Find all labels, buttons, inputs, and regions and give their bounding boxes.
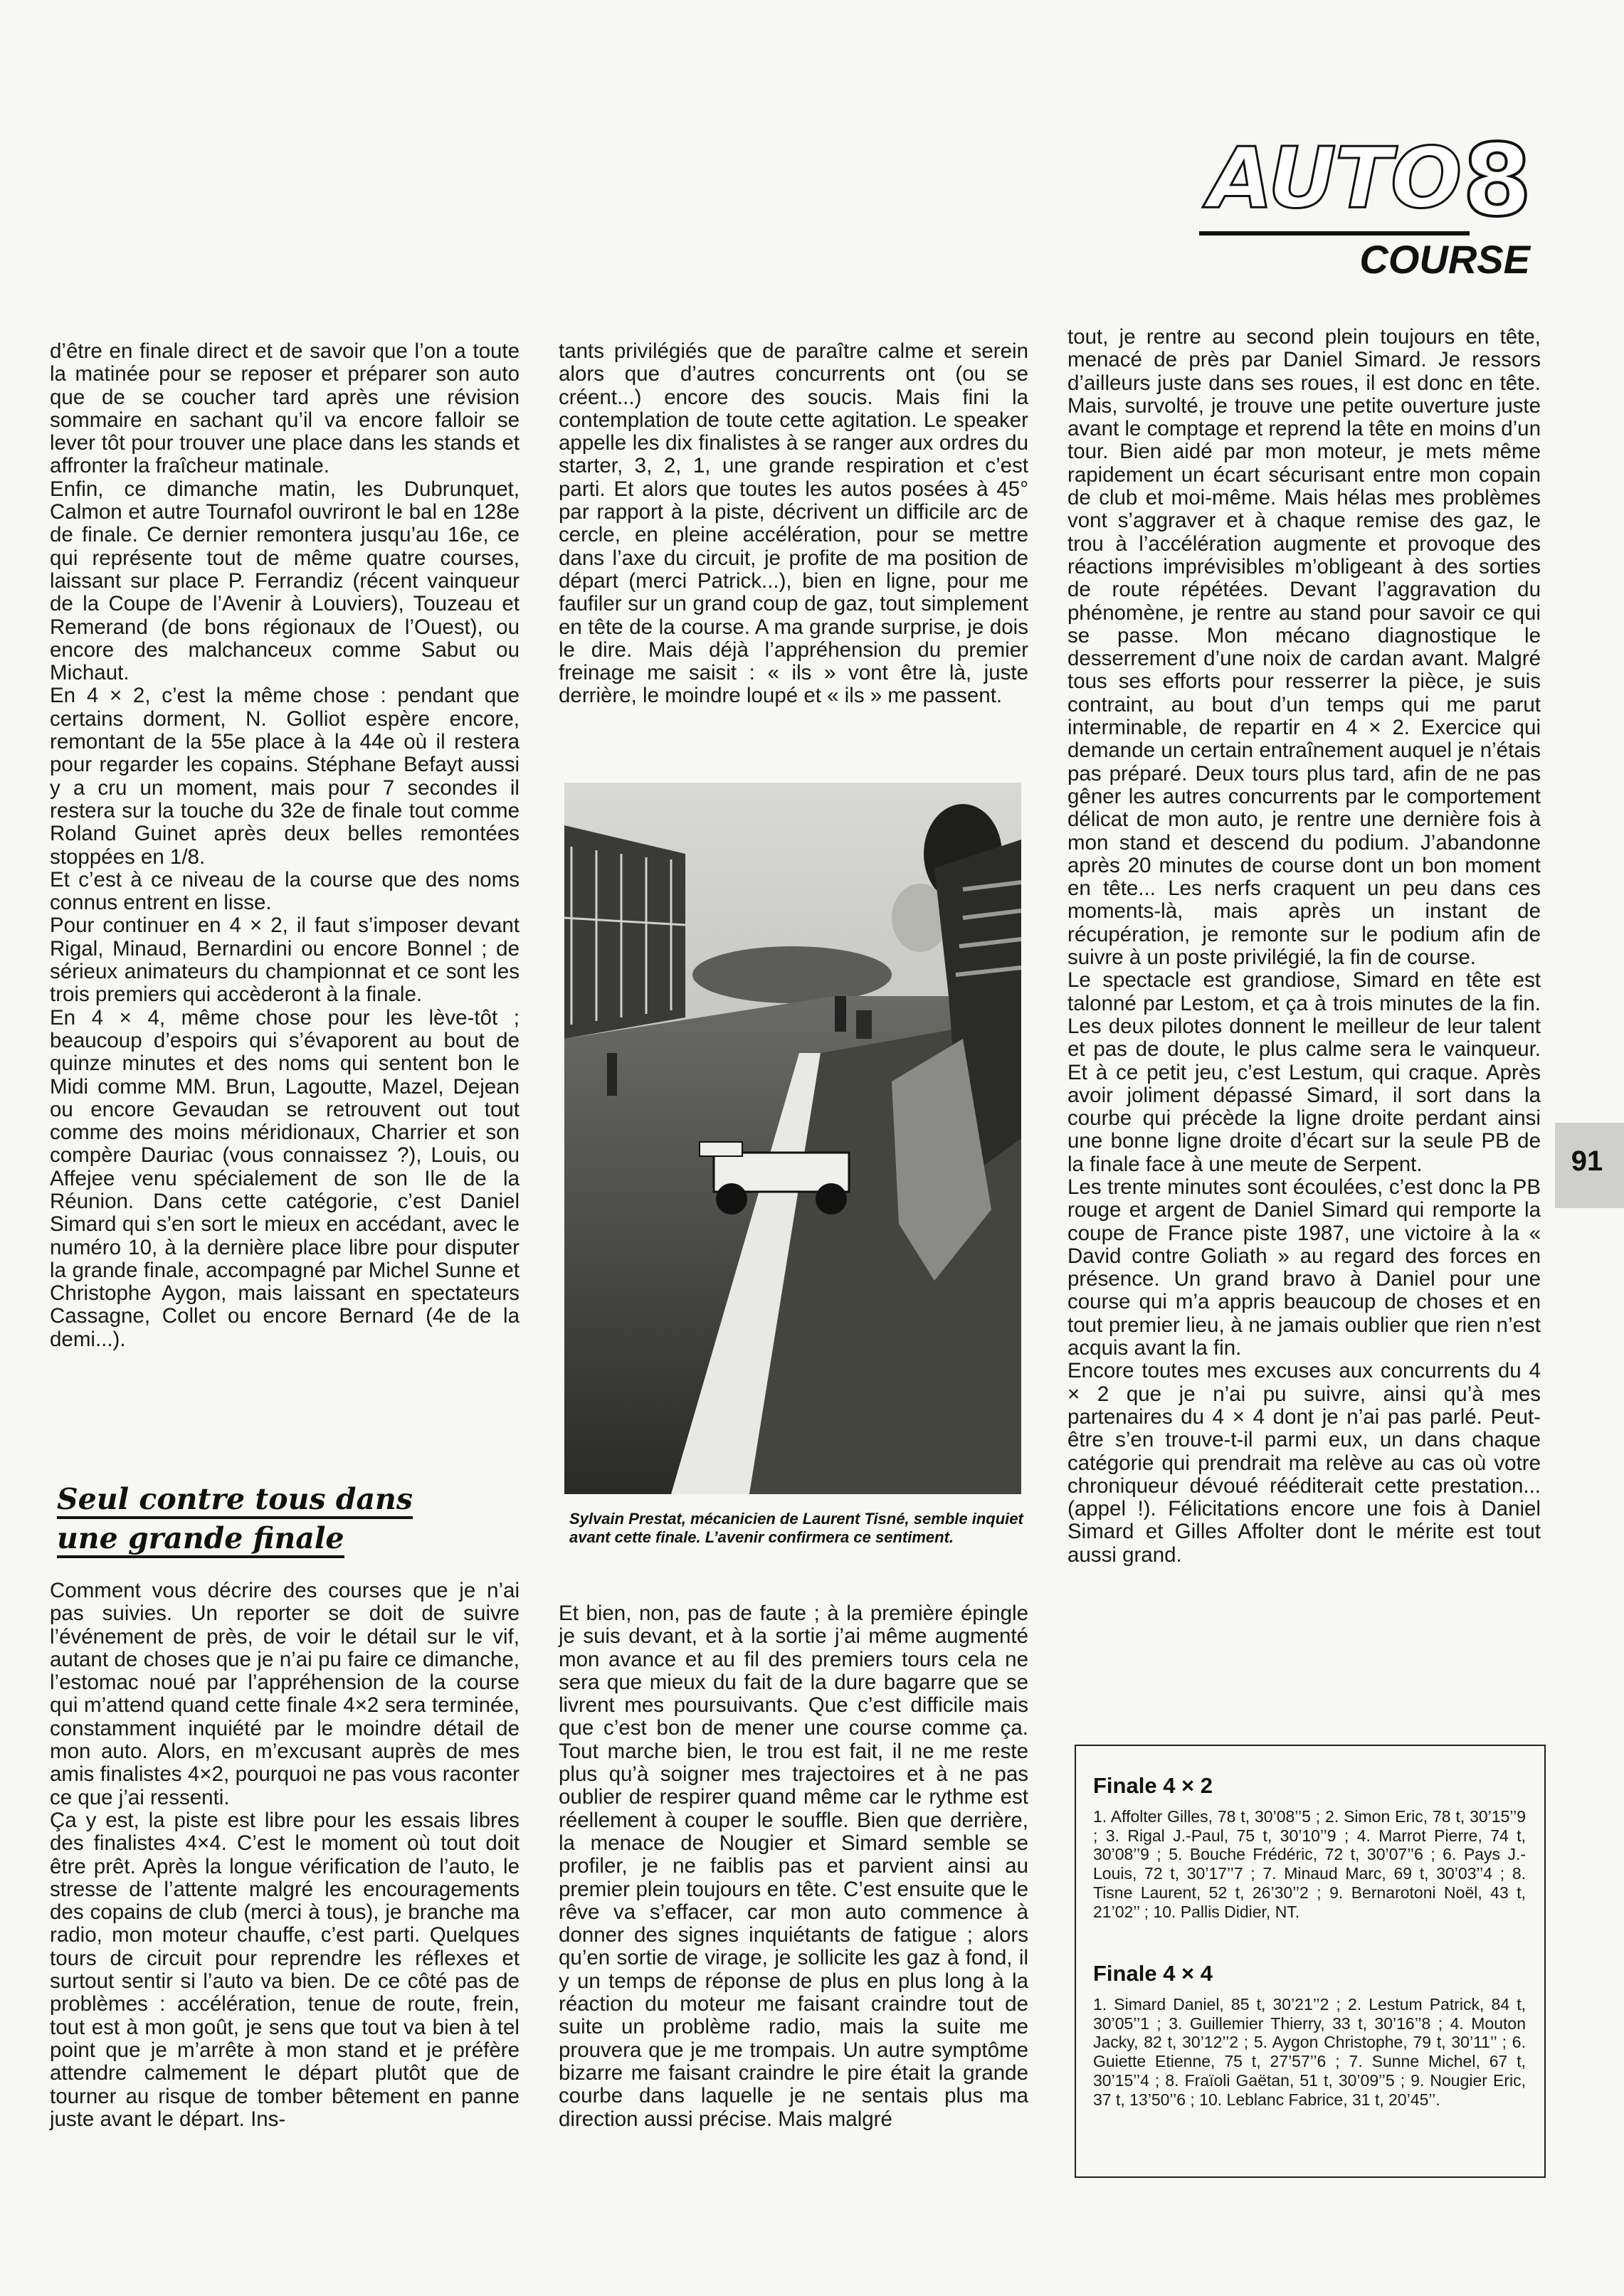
heading-line-1: Seul contre tous dans <box>57 1482 413 1519</box>
paragraph: Enfin, ce dimanche matin, les Dubrunquet, Calmon et autre Tournafol ouvriront le bal en 128e de finale. Ce dernier remontera jusqu’au 16e, ce qui représente tout de même quatre courses, laissant sur place P. Ferrandiz (récent vainqueur de la Coupe de l’Avenir à Louviers), Touzeau et Remerand (de bons régionaux de l’Ouest), ou encore des malchanceux comme Sabut ou Michaut. <box>50 477 520 685</box>
paragraph: En 4 × 4, même chose pour les lève-tôt ; beaucoup d’espoirs qui s’évaporent au bout de quinze minutes et des noms qui sentent bon le Midi comme MM. Brun, Lagoutte, Mazel, Dejean ou encore Gevaudan se retrouvent out tout comme des moins méridionaux, Charrier et son compère Dauriac (vous connaissez ?), Louis, ou Affejee venu spécialement de son Ile de la Réunion. Dans cette catégorie, c’est Daniel Simard qui s’en sort le mieux en accédant, avec le numéro 10, à la dernière place libre pour disputer la grande finale, accompagné par Michel Sunne et Christophe Aygon, mais laissant en spectateurs Cassagne, Collet ou encore Bernard (4e de la demi...). <box>50 1005 520 1351</box>
logo-word: AUTO <box>1199 125 1470 236</box>
finale-4x4-title: Finale 4 × 4 <box>1093 1961 1213 1986</box>
section-rubric: COURSE <box>1359 237 1530 282</box>
finale-4x4-results: 1. Simard Daniel, 85 t, 30’21’’2 ; 2. Lestum Patrick, 84 t, 30’05’’1 ; 3. Guillemier Thierry, 33 t, 30’16’’8 ; 4. Mouton Jacky, 82 t, 30’12’’2 ; 5. Aygon Christophe, 79 t, 30’11’’ ; 6. Guiette Etienne, 75 t, 27’57’’6 ; 7. Sunne Michel, 67 t, 30’15’’4 ; 8. Fraïoli Gaëtan, 51 t, 30’09’’5 ; 9. Nougier Eric, 37 t, 13’50’’6 ; 10. Leblanc Fabrice, 31 t, 20’45’’. <box>1093 1995 1526 2109</box>
photo-illustration <box>564 783 1021 1494</box>
column-3 <box>1067 326 1541 1567</box>
column-2-top <box>559 340 1028 708</box>
logo-number: 8 <box>1462 123 1532 239</box>
paragraph: d’être en finale direct et de savoir que l’on a toute la matinée pour se reposer et préparer son auto que de se coucher tard après une révision sommaire en sachant qu’il va encore falloir se lever tôt pour trouver une place dans les stands et affronter la fraîcheur matinale. <box>50 339 520 478</box>
paragraph: Comment vous décrire des courses que je n’ai pas suivies. Un reporter se doit de suivre l’événement de près, de voir le détail sur le vif, autant de choses que je n’ai pu faire ce dimanche, l’estomac noué par l’appréhension de la course qui m’attend quand cette finale 4×2 sera terminée, constamment inquiété par le moindre détail de mon auto. Alors, en m’excusant auprès de mes amis finalistes 4×2, pourquoi ne pas vous raconter ce que j’ai ressenti. <box>50 1579 520 1809</box>
paragraph: Et c’est à ce niveau de la course que des noms connus entrent en lisse. <box>50 867 520 915</box>
paragraph: Le spectacle est grandiose, Simard en tête est talonné par Lestom, et ça à trois minutes de la fin. Les deux pilotes donnent le meilleur de leur talent et pas de doute, le plus calme sera le vainqueur. Et à ce petit jeu, c’est Lestum, qui craque. Après avoir joliment dépassé Simard, il sort dans la courbe qui précède la ligne droite perdant ainsi une bonne ligne droite d’écart sur la seule PB de la finale face à une meute de Serpent. <box>1067 968 1541 1176</box>
column-2-bottom <box>559 1602 1028 2131</box>
paragraph: Ça y est, la piste est libre pour les essais libres des finalistes 4×4. C’est le moment où tout doit être prêt. Après la longue vérification de l’auto, le stresse de l’attente malgré les encouragements des copains de club (merci à tous), je branche ma radio, mon moteur chauffe, c’est parti. Quelques tours de circuit pour reprendre les réflexes et surtout sentir si l’auto va bien. De ce côté pas de problèmes : accélération, tenue de route, frein, tout est à mon goût, je sens que tout va bien à tel point que je m’arrête à mon stand et je préfère attendre calmement le départ plutôt que de tourner au risque de tomber bêtement en panne juste avant le départ. Ins- <box>50 1808 520 2131</box>
section-heading <box>57 1480 484 1558</box>
race-photo <box>564 783 1021 1494</box>
photo-caption: Sylvain Prestat, mécanicien de Laurent Tisné, semble inquiet avant cette finale. L’avenir confirmera ce sentiment. <box>569 1510 1023 1546</box>
results-box <box>1075 1745 1546 2178</box>
column-1-bottom <box>50 1580 520 2131</box>
paragraph: tants privilégiés que de paraître calme et serein alors que d’autres concurrents ont (ou se créent...) encore des soucis. Mais fini la contemplation de toute cette agitation. Le speaker appelle les dix finalistes à se ranger aux ordres du starter, 3, 2, 1, une grande respiration et c’est parti. Et alors que toutes les autos posées à 45° par rapport à la piste, décrivent un difficile arc de cercle, en pleine accélération, pour se mettre dans l’axe du circuit, je profite de ma position de départ (merci Patrick...), bien en ligne, pour me faufiler sur un grand coup de gaz, tout simplement en tête de la course. A ma grande surprise, je dois le dire. Mais déjà l’appréhension du premier freinage me saisit : « ils » vont être là, juste derrière, le moindre loupé et « ils » me passent. <box>559 339 1028 708</box>
heading-line-2: une grande finale <box>57 1521 344 1558</box>
finale-4x2-results: 1. Affolter Gilles, 78 t, 30’08’’5 ; 2. Simon Eric, 78 t, 30’15’’9 ; 3. Rigal J.-Paul, 75 t, 30’10’’9 ; 4. Marrot Pierre, 74 t, 30’08’’9 ; 5. Bouche Frédéric, 72 t, 30’07’’6 ; 6. Pays J.-Louis, 72 t, 30’17’’7 ; 7. Minaud Marc, 69 t, 30’03’’4 ; 8. Tisne Laurent, 52 t, 26’30’’2 ; 9. Bernarotoni Noël, 43 t, 21’02’’ ; 10. Pallis Didier, NT. <box>1093 1807 1526 1921</box>
paragraph: Les trente minutes sont écoulées, c’est donc la PB rouge et argent de Daniel Simard qui remporte la coupe de France piste 1987, une victoire à la « David contre Goliath » au regard des forces en présence. Un grand bravo à Daniel pour une course qui m’a appris beaucoup de choses et en tout premier lieu, à ne jamais oublier que rien n’est acquis avant la fin. <box>1067 1175 1541 1360</box>
column-1-top <box>50 340 520 1351</box>
paragraph: Encore toutes mes excuses aux concurrents du 4 × 2 que je n’ai pu suivre, ainsi qu’à mes partenaires du 4 × 4 dont je n’ai pas parlé. Peut-être s’en trouve-t-il parmi eux, un dans chaque catégorie qui prendrait ma relève au cas où votre chroniqueur dévoué rééditerait cette prestation... (appel !). Félicitations encore une fois à Daniel Simard et Gilles Affolter dont le mérite est tout aussi grand. <box>1067 1359 1541 1567</box>
page-number: 91 <box>1571 1146 1603 1177</box>
paragraph: Et bien, non, pas de faute ; à la première épingle je suis devant, et à la sortie j’ai même augmenté mon avance et au fil des premiers tours cela ne sera que mieux du fait de la dure bagarre que se livrent mes poursuivants. Que c’est difficile mais que c’est bon de mener une course comme ça. Tout marche bien, le trou est fait, il ne me reste plus qu’à soigner mes trajectoires et à ne pas oublier de respirer quand même car le rythme est réellement à couper le souffle. Bien que derrière, la menace de Nougier et Simard semble se profiler, je ne faiblis pas et parvient ainsi au premier plein toujours en tête. C’est ensuite que le rêve va s’effacer, car mon auto commence à donner des signes inquiétants de fatigue ; alors qu’en sortie de virage, je sollicite les gaz à fond, il y un temps de réponse de plus en plus long à la réaction du moteur me faisant craindre tout de suite un problème radio, mais la suite me prouvera que je me trompais. Un autre symptôme bizarre me faisant craindre le pire était la grande courbe dans laquelle je ne sentais plus ma direction aussi précise. Mais malgré <box>559 1602 1028 2131</box>
paragraph: tout, je rentre au second plein toujours en tête, menacé de près par Daniel Simard. Je ressors d’ailleurs juste dans ses roues, il est donc en tête. Mais, survolté, je trouve une petite ouverture juste avant le comptage et reprend la tête en moins d’un tour. Bien aidé par mon moteur, je mets même rapidement un écart sécurisant entre mon copain de club et moi-même. Mais hélas mes problèmes vont s’aggraver et à chaque remise des gaz, le trou à l’accélération augmente et provoque des réactions imprévisibles m’obligeant à des sorties de route répétées. Devant l’aggravation du phénomène, je rentre au stand pour savoir ce qui se passe. Mon mécano diagnostique le desserrement d’une noix de cardan avant. Malgré tous ses efforts pour resserrer la pièce, je suis contraint, au bout d’un temps qui me parut interminable, de repartir en 4 × 2. Exercice qui demande un certain entraînement auquel je n’étais pas préparé. Deux tours plus tard, afin de ne pas gêner les autres concurrents par le comportement délicat de mon auto, je rentre une dernière fois à mon stand et descend du podium. J’abandonne après 20 minutes de course dont un bon moment en tête... Les nerfs craquent un peu dans ces moments-là, mais après un instant de récupération, je remonte sur le podium afin de suivre à un poste privilégié, la fin de course. <box>1067 325 1541 970</box>
paragraph: En 4 × 2, c’est la même chose : pendant que certains dorment, N. Golliot espère encore, remontant de la 55e place à la 44e où il restera pour regarder les copains. Stéphane Befayt aussi y a cru un moment, mais pour 7 secondes il restera sur la touche du 32e de finale tout comme Roland Guinet après deux belles remontées stoppées en 1/8. <box>50 684 520 869</box>
paragraph: Pour continuer en 4 × 2, il faut s’imposer devant Rigal, Minaud, Bernardini ou encore Bonnel ; de sérieux animateurs du championnat et ce sont les trois premiers qui accèderont à la finale. <box>50 914 520 1007</box>
finale-4x2-title: Finale 4 × 2 <box>1093 1773 1213 1798</box>
